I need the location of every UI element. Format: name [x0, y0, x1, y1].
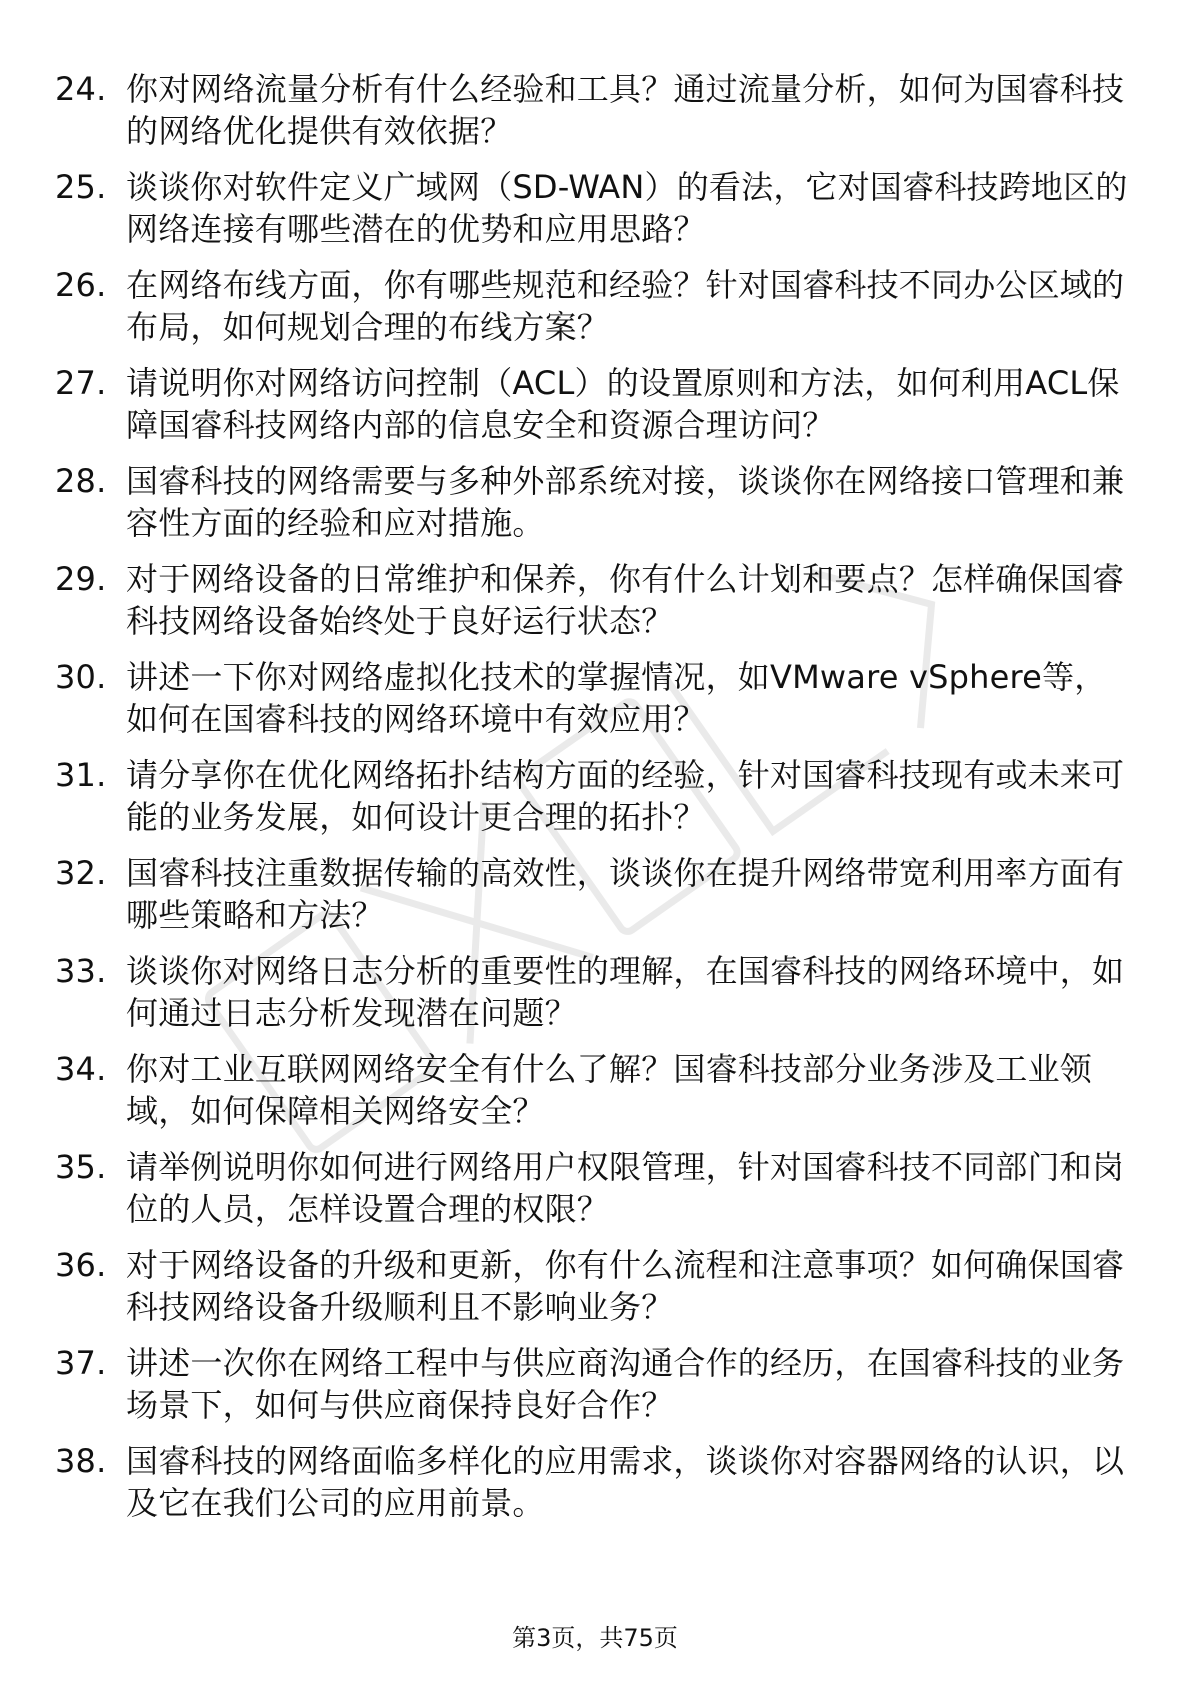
question-number: 36. [55, 1246, 107, 1284]
question-list [55, 68, 1135, 1538]
question-item [55, 1048, 1135, 1132]
question-item [55, 852, 1135, 936]
question-number: 35. [55, 1148, 107, 1186]
question-item [55, 754, 1135, 838]
question-text: 请举例说明你如何进行网络用户权限管理，针对国睿科技不同部门和岗位的人员，怎样设置合理的权限？ [126, 1148, 1125, 1228]
question-item [55, 1244, 1135, 1328]
question-number: 27. [55, 364, 107, 402]
question-number: 26. [55, 266, 107, 304]
question-text: 谈谈你对网络日志分析的重要性的理解，在国睿科技的网络环境中，如何通过日志分析发现潜在问题？ [126, 952, 1125, 1032]
question-text: 对于网络设备的升级和更新，你有什么流程和注意事项？如何确保国睿科技网络设备升级顺利且不影响业务？ [126, 1246, 1125, 1326]
question-item [55, 558, 1135, 642]
question-text: 国睿科技的网络需要与多种外部系统对接，谈谈你在网络接口管理和兼容性方面的经验和应对措施。 [126, 462, 1125, 542]
question-item [55, 1440, 1135, 1524]
question-text: 谈谈你对软件定义广域网（SD-WAN）的看法，它对国睿科技跨地区的网络连接有哪些潜在的优势和应用思路？ [126, 168, 1128, 248]
question-number: 28. [55, 462, 107, 500]
question-number: 29. [55, 560, 107, 598]
question-number: 30. [55, 658, 107, 696]
question-text: 讲述一下你对网络虚拟化技术的掌握情况，如VMware vSphere等，如何在国睿科技的网络环境中有效应用？ [126, 658, 1107, 738]
question-text: 国睿科技的网络面临多样化的应用需求，谈谈你对容器网络的认识，以及它在我们公司的应用前景。 [126, 1442, 1125, 1522]
question-text: 你对工业互联网网络安全有什么了解？国睿科技部分业务涉及工业领域，如何保障相关网络安全？ [126, 1050, 1093, 1130]
question-number: 24. [55, 70, 107, 108]
question-item [55, 1146, 1135, 1230]
question-number: 31. [55, 756, 107, 794]
question-number: 37. [55, 1344, 107, 1382]
question-item [55, 264, 1135, 348]
question-item [55, 460, 1135, 544]
question-text: 对于网络设备的日常维护和保养，你有什么计划和要点？怎样确保国睿科技网络设备始终处于良好运行状态？ [126, 560, 1125, 640]
question-text: 请说明你对网络访问控制（ACL）的设置原则和方法，如何利用ACL保障国睿科技网络内部的信息安全和资源合理访问？ [126, 364, 1120, 444]
question-text: 讲述一次你在网络工程中与供应商沟通合作的经历，在国睿科技的业务场景下，如何与供应商保持良好合作？ [126, 1344, 1125, 1424]
question-text: 你对网络流量分析有什么经验和工具？通过流量分析，如何为国睿科技的网络优化提供有效依据？ [126, 70, 1125, 150]
question-number: 38. [55, 1442, 107, 1480]
question-text: 国睿科技注重数据传输的高效性，谈谈你在提升网络带宽利用率方面有哪些策略和方法？ [126, 854, 1125, 934]
question-item [55, 950, 1135, 1034]
page-footer [0, 1624, 1190, 1652]
question-item [55, 656, 1135, 740]
question-item [55, 68, 1135, 152]
question-text: 在网络布线方面，你有哪些规范和经验？针对国睿科技不同办公区域的布局，如何规划合理的布线方案？ [126, 266, 1125, 346]
question-item [55, 166, 1135, 250]
question-item [55, 1342, 1135, 1426]
page-number-label: 第3页，共75页 [512, 1624, 678, 1652]
question-number: 34. [55, 1050, 107, 1088]
question-item [55, 362, 1135, 446]
question-number: 33. [55, 952, 107, 990]
question-number: 25. [55, 168, 107, 206]
question-number: 32. [55, 854, 107, 892]
question-text: 请分享你在优化网络拓扑结构方面的经验，针对国睿科技现有或未来可能的业务发展，如何设计更合理的拓扑？ [126, 756, 1125, 836]
